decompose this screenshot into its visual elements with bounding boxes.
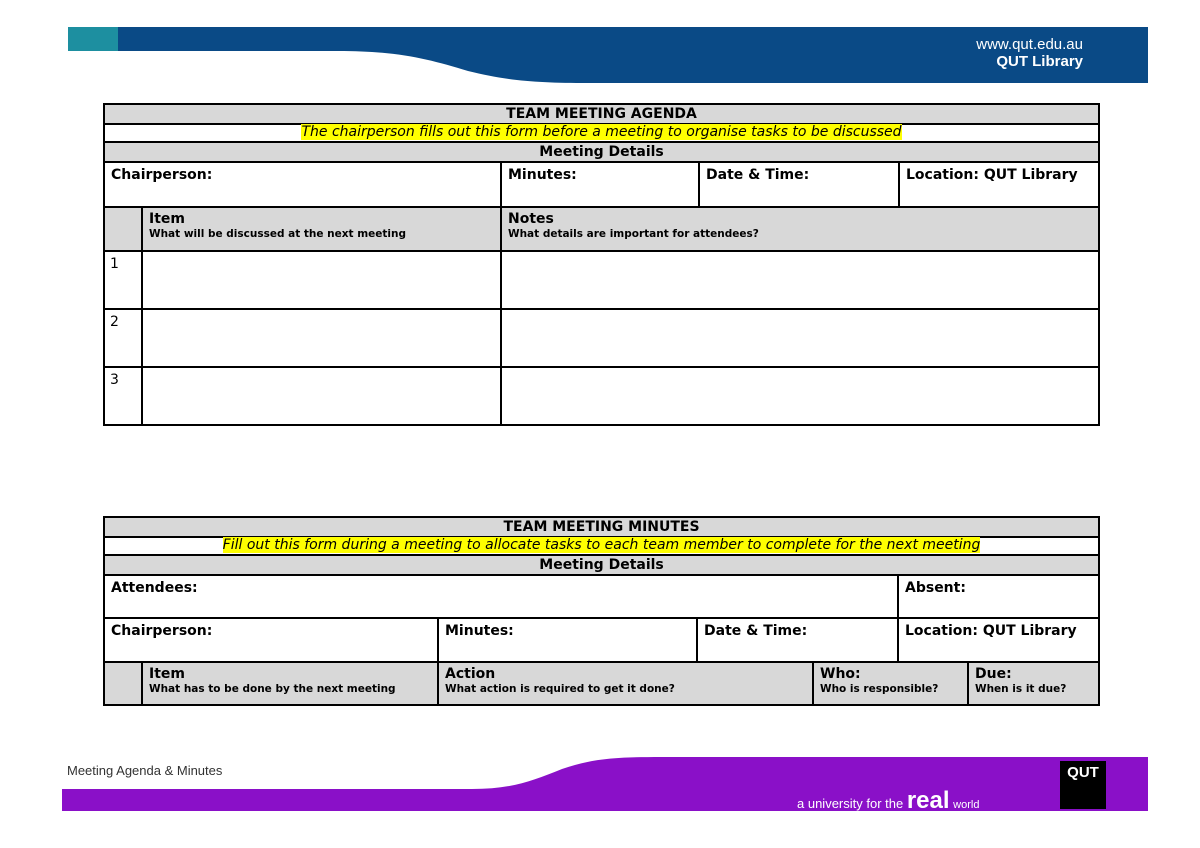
who-label: Who:	[820, 666, 861, 682]
minutes-title: TEAM MEETING MINUTES	[104, 517, 1099, 537]
agenda-title: TEAM MEETING AGENDA	[104, 104, 1099, 124]
table-row	[104, 309, 1099, 367]
tagline	[797, 787, 979, 815]
tagline-prefix: a university for the	[797, 796, 904, 811]
document-title: Meeting Agenda & Minutes	[67, 763, 223, 778]
tagline-real: real	[906, 787, 950, 814]
agenda-location-field[interactable]: Location: QUT Library	[899, 162, 1099, 207]
minutes-location-field[interactable]: Location: QUT Library	[898, 618, 1099, 662]
agenda-form	[103, 103, 1100, 426]
qut-logo: QUT	[1060, 761, 1106, 809]
minutes-number-header	[104, 662, 142, 705]
agenda-item-label: Item	[149, 211, 185, 227]
site-url: www.qut.edu.au	[976, 36, 1083, 53]
agenda-notes-sub: What details are important for attendees?	[508, 228, 759, 240]
minutes-item-sub: What has to be done by the next meeting	[149, 683, 396, 695]
table-row	[104, 367, 1099, 425]
tagline-world: world	[953, 799, 980, 811]
agenda-date-time-field[interactable]: Date & Time:	[699, 162, 899, 207]
page-footer	[62, 755, 1148, 815]
action-header	[438, 662, 813, 705]
minutes-details-heading: Meeting Details	[104, 555, 1099, 575]
agenda-item-sub: What will be discussed at the next meeting	[149, 228, 406, 240]
minutes-chairperson-field[interactable]: Chairperson:	[104, 618, 438, 662]
agenda-notes-cell[interactable]	[501, 251, 1099, 309]
due-header	[968, 662, 1099, 705]
agenda-details-heading: Meeting Details	[104, 142, 1099, 162]
agenda-number-header	[104, 207, 142, 251]
agenda-item-header	[142, 207, 501, 251]
action-label: Action	[445, 666, 496, 682]
row-number: 2	[104, 309, 142, 367]
who-header	[813, 662, 968, 705]
action-sub: What action is required to get it done?	[445, 683, 675, 695]
row-number: 1	[104, 251, 142, 309]
due-sub: When is it due?	[975, 683, 1067, 695]
attendees-field[interactable]: Attendees:	[104, 575, 898, 618]
minutes-minutes-field[interactable]: Minutes:	[438, 618, 697, 662]
library-name: QUT Library	[996, 53, 1083, 70]
footer-band-graphic	[62, 755, 1148, 815]
minutes-date-time-field[interactable]: Date & Time:	[697, 618, 898, 662]
agenda-item-cell[interactable]	[142, 367, 501, 425]
minutes-item-label: Item	[149, 666, 185, 682]
agenda-notes-header	[501, 207, 1099, 251]
agenda-minutes-field[interactable]: Minutes:	[501, 162, 699, 207]
table-row	[104, 251, 1099, 309]
agenda-notes-cell[interactable]	[501, 367, 1099, 425]
row-number: 3	[104, 367, 142, 425]
minutes-instruction: Fill out this form during a meeting to allocate tasks to each team member to complete for the next meeting	[222, 537, 981, 553]
due-label: Due:	[975, 666, 1012, 682]
minutes-form	[103, 516, 1100, 706]
agenda-notes-label: Notes	[508, 211, 554, 227]
minutes-item-header	[142, 662, 438, 705]
agenda-instruction: The chairperson fills out this form before a meeting to organise tasks to be discussed	[301, 124, 902, 140]
agenda-item-cell[interactable]	[142, 251, 501, 309]
agenda-notes-cell[interactable]	[501, 309, 1099, 367]
who-sub: Who is responsible?	[820, 683, 939, 695]
agenda-item-cell[interactable]	[142, 309, 501, 367]
absent-field[interactable]: Absent:	[898, 575, 1099, 618]
page-header	[68, 27, 1148, 83]
agenda-chairperson-field[interactable]: Chairperson:	[104, 162, 501, 207]
